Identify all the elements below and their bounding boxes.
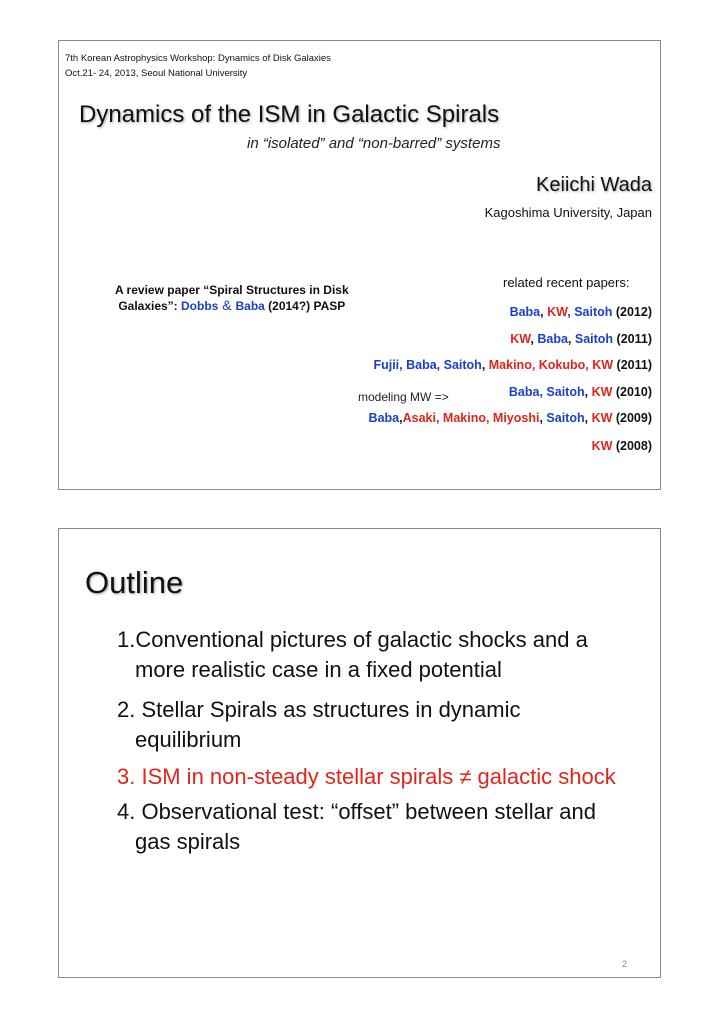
review-note-line-2 bbox=[115, 298, 349, 314]
outline-item-line: 1.Conventional pictures of galactic shocks and a bbox=[117, 627, 588, 652]
outline-item bbox=[117, 762, 616, 792]
paper-text-part: Baba bbox=[368, 411, 400, 425]
paper-text-part: (2008) bbox=[612, 439, 652, 453]
modeling-mw-label: modeling MW => bbox=[358, 390, 449, 404]
outline-item bbox=[117, 695, 521, 755]
related-paper-line bbox=[592, 439, 652, 453]
author-affiliation: Kagoshima University, Japan bbox=[484, 205, 652, 220]
review-paper-note bbox=[115, 283, 349, 314]
outline-item-line: equilibrium bbox=[135, 727, 242, 752]
paper-text-part: KW bbox=[591, 411, 613, 425]
review-note-line-1: A review paper “Spiral Structures in Disk bbox=[115, 283, 349, 297]
paper-text-part: KW bbox=[591, 385, 613, 399]
paper-text-part: Saitoh bbox=[574, 332, 614, 346]
review-note-suffix: (2014?) PASP bbox=[264, 299, 346, 313]
paper-text-part: Makino, Kokubo, KW bbox=[488, 358, 614, 372]
paper-text-part: KW bbox=[591, 439, 613, 453]
related-paper-line bbox=[510, 332, 652, 346]
slide-subtitle: in “isolated” and “non-barred” systems bbox=[247, 135, 501, 152]
slide-1 bbox=[58, 40, 661, 490]
paper-text-part: (2009) bbox=[612, 411, 652, 425]
paper-text-part: (2011) bbox=[613, 332, 652, 346]
outline-item-line: 2. Stellar Spirals as structures in dynamic bbox=[117, 697, 521, 722]
slide-title: Dynamics of the ISM in Galactic Spirals bbox=[79, 101, 500, 128]
outline-item bbox=[117, 625, 588, 685]
paper-text-part: , bbox=[584, 411, 592, 425]
author-name: Keiichi Wada bbox=[536, 174, 652, 196]
paper-text-part: (2011) bbox=[613, 358, 652, 372]
related-papers-label: related recent papers: bbox=[503, 275, 630, 290]
paper-text-part: Fujii, Baba, Saitoh bbox=[373, 358, 482, 372]
paper-text-part: , bbox=[539, 411, 547, 425]
paper-text-part: , bbox=[567, 332, 575, 346]
review-note-prefix: Galaxies”: bbox=[118, 299, 182, 313]
review-author-baba: Baba bbox=[235, 299, 265, 313]
paper-text-part: , bbox=[584, 385, 592, 399]
review-author-dobbs: Dobbs bbox=[181, 299, 219, 313]
outline-item-line: 4. Observational test: “offset” between stellar and bbox=[117, 799, 596, 824]
paper-text-part: Baba bbox=[509, 305, 541, 319]
related-paper-line bbox=[509, 385, 652, 399]
paper-text-part: , bbox=[399, 411, 403, 425]
workshop-line-2: Oct.21- 24, 2013, Seoul National University bbox=[65, 68, 248, 79]
outline-item-line: gas spirals bbox=[135, 829, 241, 854]
outline-heading: Outline bbox=[85, 565, 184, 600]
workshop-line-1: 7th Korean Astrophysics Workshop: Dynamics of Disk Galaxies bbox=[65, 53, 331, 64]
paper-text-part: Baba bbox=[537, 332, 568, 346]
paper-text-part: , bbox=[530, 332, 538, 346]
outline-item bbox=[117, 797, 596, 857]
review-amp: & bbox=[218, 297, 236, 313]
paper-text-part: (2012) bbox=[612, 305, 652, 319]
paper-text-part: Asaki, Makino, Miyoshi bbox=[402, 411, 540, 425]
related-paper-line bbox=[373, 358, 652, 372]
outline-item-line: 3. ISM in non-steady stellar spirals ≠ galactic shock bbox=[117, 764, 616, 789]
paper-text-part: , bbox=[567, 305, 575, 319]
paper-text-part: Saitoh bbox=[546, 411, 585, 425]
paper-text-part: KW bbox=[510, 332, 531, 346]
paper-text-part: KW bbox=[547, 305, 568, 319]
slide-2 bbox=[58, 528, 661, 978]
paper-text-part: (2010) bbox=[612, 385, 652, 399]
paper-text-part: , bbox=[540, 305, 548, 319]
paper-text-part: , bbox=[481, 358, 489, 372]
paper-text-part: Baba, Saitoh bbox=[508, 385, 585, 399]
paper-text-part: Saitoh bbox=[574, 305, 613, 319]
related-paper-line bbox=[369, 411, 652, 425]
outline-item-line: more realistic case in a fixed potential bbox=[135, 657, 502, 682]
related-paper-line bbox=[510, 305, 652, 319]
page-number: 2 bbox=[622, 959, 628, 969]
